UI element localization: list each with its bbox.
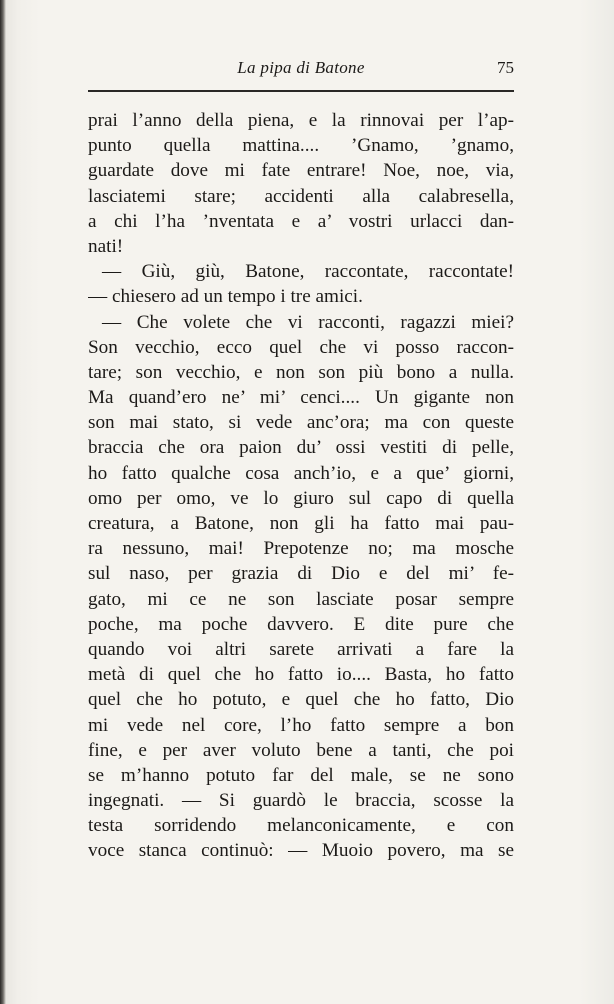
page-header xyxy=(88,58,514,84)
text-line: ho fatto qualche cosa anch’io, e a que’ giorni, xyxy=(88,462,514,484)
body-text xyxy=(88,108,514,864)
text-line: omo per omo, ve lo giuro sul capo di quella xyxy=(88,487,514,509)
text-line: voce stanca continuò: — Muoio povero, ma se xyxy=(88,840,514,862)
text-line: — Giù, giù, Batone, raccontate, raccontate! xyxy=(102,261,514,283)
text-line: nati! xyxy=(88,235,124,257)
page-binding-edge xyxy=(0,0,6,1004)
text-line: testa sorridendo melanconicamente, e con xyxy=(88,815,514,837)
text-line: mi vede nel core, l’ho fatto sempre a bon xyxy=(88,714,514,736)
header-rule xyxy=(88,90,514,92)
text-line: quel che ho potuto, e quel che ho fatto, Dio xyxy=(88,689,514,711)
text-line: creatura, a Batone, non gli ha fatto mai pau- xyxy=(88,513,514,534)
text-line: braccia che ora paion du’ ossi vestiti di pelle, xyxy=(88,437,514,459)
text-line: lasciatemi stare; accidenti alla calabresella, xyxy=(88,185,514,207)
text-line: fine, e per aver voluto bene a tanti, che poi xyxy=(88,739,514,761)
text-line: ra nessuno, mai! Prepotenze no; ma mosche xyxy=(88,538,514,560)
text-line: ingegnati. — Si guardò le braccia, scosse la xyxy=(88,790,514,812)
text-line: poche, ma poche davvero. E dite pure che xyxy=(88,613,514,635)
text-line: se m’hanno potuto far del male, se ne sono xyxy=(88,764,514,786)
running-title: La pipa di Batone xyxy=(237,58,365,77)
text-line: — chiesero ad un tempo i tre amici. xyxy=(88,286,363,308)
text-line: tare; son vecchio, e non son più bono a nulla. xyxy=(88,361,514,383)
text-line: sul naso, per grazia di Dio e del mi’ fe- xyxy=(88,563,514,585)
text-line: metà di quel che ho fatto io.... Basta, ho fatto xyxy=(88,664,514,686)
text-line: prai l’anno della piena, e la rinnovai per l’ap- xyxy=(88,110,514,131)
page-number: 75 xyxy=(497,58,514,77)
text-line: quando voi altri sarete arrivati a fare la xyxy=(88,638,514,660)
text-line: Ma quand’ero ne’ mi’ cenci.... Un gigante non xyxy=(88,387,514,409)
text-line: guardate dove mi fate entrare! Noe, noe, via, xyxy=(88,160,514,182)
text-line: Son vecchio, ecco quel che vi posso raccon- xyxy=(88,336,514,358)
text-line: a chi l’ha ’nventata e a’ vostri urlacci dan- xyxy=(88,210,514,232)
text-line: son mai stato, si vede anc’ora; ma con queste xyxy=(88,412,514,434)
text-line: gato, mi ce ne son lasciate posar sempre xyxy=(88,588,514,610)
text-line: punto quella mattina.... ’Gnamo, ’gnamo, xyxy=(88,135,514,157)
text-line: — Che volete che vi racconti, ragazzi miei? xyxy=(102,311,514,333)
